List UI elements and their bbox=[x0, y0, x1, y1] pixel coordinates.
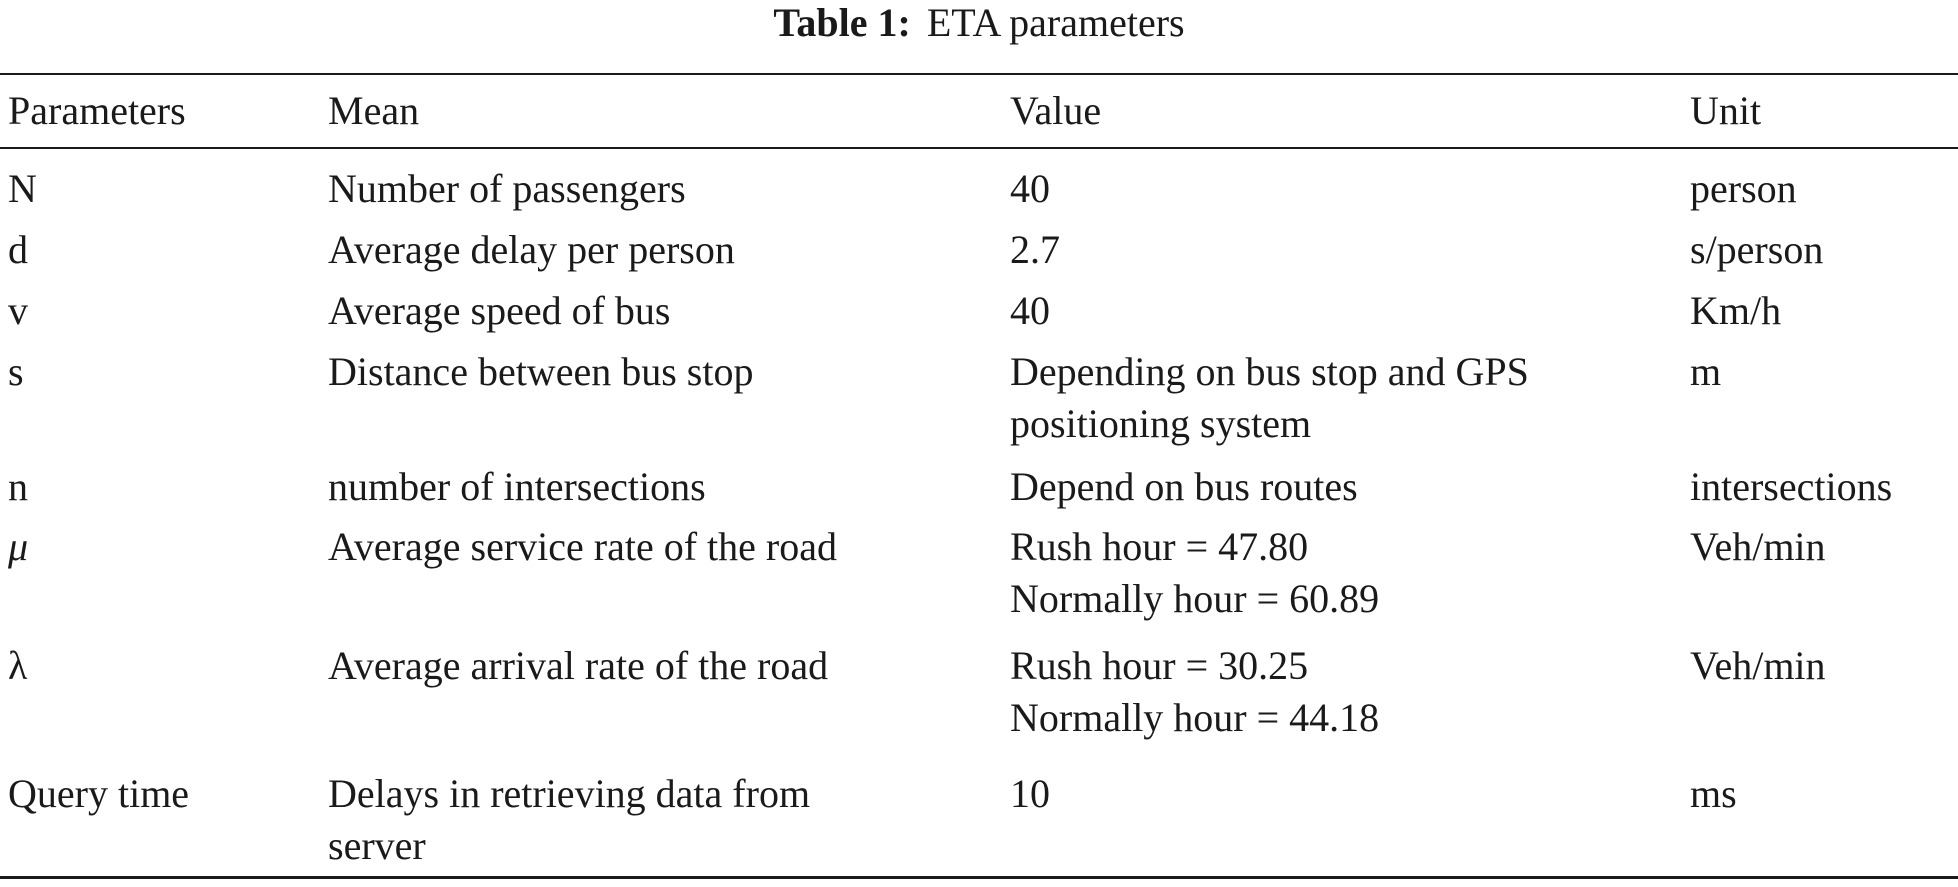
cell-mean: number of intersections bbox=[328, 464, 706, 509]
cell-unit: s/person bbox=[1690, 227, 1824, 272]
cell-value: Rush hour = 30.25 Normally hour = 44.18 bbox=[1010, 643, 1380, 740]
cell-mean: Number of passengers bbox=[328, 166, 686, 211]
cell-parameter: n bbox=[8, 464, 28, 509]
cell-parameter: Query time bbox=[8, 771, 190, 816]
cell-unit: Veh/min bbox=[1690, 643, 1826, 688]
cell-unit: ms bbox=[1690, 771, 1737, 816]
cell-unit: m bbox=[1690, 349, 1722, 394]
cell-value: 40 bbox=[1010, 166, 1050, 211]
cell-parameter: v bbox=[8, 288, 28, 333]
table-caption bbox=[0, 0, 1958, 46]
cell-parameter: d bbox=[8, 227, 28, 272]
cell-mean: Average arrival rate of the road bbox=[328, 643, 829, 688]
cell-mean: Average service rate of the road bbox=[328, 524, 837, 569]
cell-unit: intersections bbox=[1690, 464, 1893, 509]
header-unit: Unit bbox=[1690, 88, 1762, 133]
cell-value: 10 bbox=[1010, 771, 1050, 816]
table-top-rule bbox=[0, 73, 1958, 75]
cell-mean: Distance between bus stop bbox=[328, 349, 754, 394]
cell-parameter: N bbox=[8, 166, 37, 211]
cell-mean: Average speed of bus bbox=[328, 288, 671, 333]
table-bottom-rule bbox=[0, 876, 1958, 879]
caption-title: ETA parameters bbox=[926, 0, 1185, 45]
cell-unit: Veh/min bbox=[1690, 524, 1826, 569]
cell-parameter: s bbox=[8, 349, 24, 394]
cell-parameter: μ bbox=[8, 524, 29, 569]
table-header-rule bbox=[0, 147, 1958, 149]
cell-mean: Delays in retrieving data from server bbox=[328, 771, 811, 868]
cell-value: 40 bbox=[1010, 288, 1050, 333]
cell-unit: person bbox=[1690, 166, 1797, 211]
cell-parameter: λ bbox=[8, 643, 28, 688]
cell-value: Depending on bus stop and GPS positioning system bbox=[1010, 349, 1529, 446]
cell-value: Depend on bus routes bbox=[1010, 464, 1358, 509]
caption-label: Table 1: bbox=[773, 0, 911, 45]
header-mean: Mean bbox=[328, 88, 420, 133]
cell-unit: Km/h bbox=[1690, 288, 1782, 333]
cell-value: 2.7 bbox=[1010, 227, 1060, 272]
cell-value: Rush hour = 47.80 Normally hour = 60.89 bbox=[1010, 524, 1380, 621]
header-value: Value bbox=[1010, 88, 1102, 133]
cell-mean: Average delay per person bbox=[328, 227, 735, 272]
header-parameters: Parameters bbox=[8, 88, 186, 133]
